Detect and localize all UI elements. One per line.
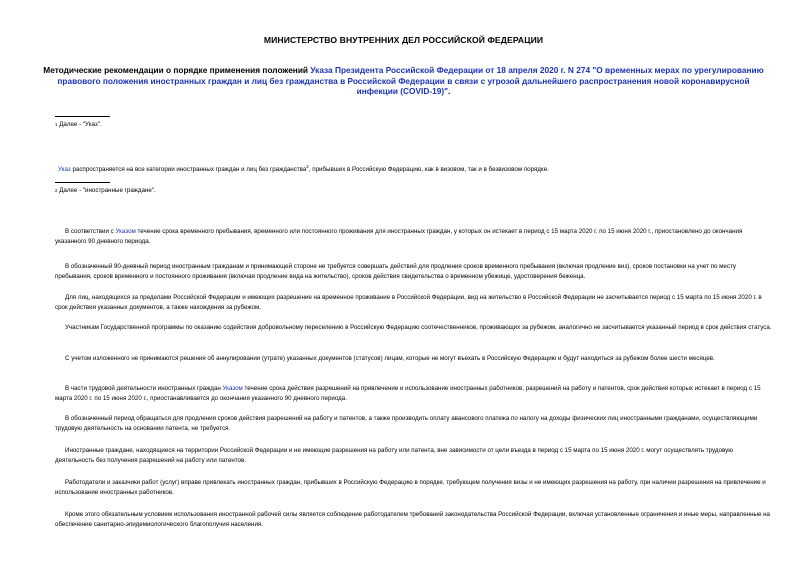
- footnote-ref-2[interactable]: 2: [306, 164, 309, 169]
- decree-link[interactable]: Указ: [58, 166, 71, 174]
- intro-text-end: , прибывших в Российскую Федерацию, как в визовом, так и в безвизовом порядке.: [308, 166, 549, 174]
- intro-text: распространяется на все категории иностранных граждан и лиц без гражданства: [70, 166, 307, 174]
- paragraph-5: С учетом изложенного не принимаются решения об аннулировании (утрате) указанных документов (статусов) лицам, которые не могут въехать в Российскую Федерацию и будут находиться за рубежом более шести месяцев.: [65, 355, 715, 362]
- title-suffix: .: [448, 86, 451, 96]
- paragraph-text: течение срока временного пребывания, временного или постоянного проживания для иностранных граждан, у которых он истекает в период с 15 марта 2020 г. по 15 июня 2020 г., приостановлено до окончания указанного 90 дневного периода.: [55, 228, 743, 246]
- paragraph-2: В обозначенный 90-дневный период иностранным гражданам и принимающей стороне не требуется совершать действий для продления сроков временного пребывания (включая продление виз), сроков постановки на учет по месту пребывания, сроков временного и постоянного проживания (включая продление вида на жительство), сроков действия свидетельства о временном убежище, удостоверения беженца.: [55, 263, 736, 281]
- intro-paragraph: [58, 162, 776, 175]
- ministry-heading: МИНИСТЕРСТВО ВНУТРЕННИХ ДЕЛ РОССИЙСКОЙ ФЕДЕРАЦИИ: [263, 35, 544, 45]
- paragraph-text: В соответствии с: [65, 228, 116, 235]
- footnote-1: [55, 121, 102, 129]
- footnote-2-mark: 2: [55, 188, 58, 193]
- paragraph-10: Кроме этого обязательным условием использования иностранной рабочей силы является соблюдение работодателем требований законодательства Российской Федерации, включая установленные ограничения и иные меры, направленные на обеспечение санитарно-эпидемиологического благополучия населения.: [55, 511, 770, 529]
- footnote-separator: [55, 116, 110, 117]
- decree-link[interactable]: Указа Президента Российской Федерации от 18 апреля 2020 г. N 274 "О временных мерах по урегулированию правового положения иностранных граждан и лиц без гражданства в Российской Федерации в связи с угрозой дальнейшего распространения новой коронавирусной инфекции (COVID-19)": [57, 65, 764, 96]
- paragraph-3: Для лиц, находящихся за пределами Российской Федерации и имеющих разрешение на временное проживание в Российской Федерации, вид на жительство в Российской Федерации не засчитывается период с 15 марта по 15 июня 2020 г. в срок действия указанных документов, а также нахождения за рубежом.: [55, 294, 762, 312]
- decree-link[interactable]: Указом: [222, 385, 243, 392]
- paragraph-9: Работодатели и заказчики работ (услуг) вправе привлекать иностранных граждан, прибывших в Российскую Федерацию в порядке, требующем получения визы и не имеющих разрешения на работу, при наличии разрешения на привлечение и использование иностранных работников.: [55, 479, 766, 497]
- footnote-2-text: Далее - "иностранные граждане".: [57, 187, 156, 194]
- document-title: [40, 65, 767, 97]
- title-prefix: Методические рекомендации о порядке применения положений: [43, 65, 311, 75]
- footnote-1-mark: 1: [55, 122, 58, 127]
- footnote-2: [55, 187, 156, 195]
- paragraph-1: [55, 227, 773, 248]
- paragraph-6: [55, 384, 773, 405]
- footnote-separator: [55, 182, 110, 183]
- decree-link[interactable]: Указом: [115, 228, 136, 235]
- footnote-1-text: Далее - "Указ".: [57, 121, 102, 128]
- paragraph-8: Иностранные граждане, находящиеся на территории Российской Федерации и не имеющие разрешения на работу или патента, вне зависимости от цели въезда в период с 15 марта по 15 июня 2020 г. могут осуществлять трудовую деятельность без получения разрешений на работу или патентов.: [55, 447, 733, 465]
- paragraph-4: Участникам Государственной программы по оказанию содействия добровольному переселению в Российскую Федерацию соотечественников, проживающих за рубежом, аналогично не засчитывается указанный период в срок действия статуса.: [65, 324, 772, 331]
- paragraph-text: течение срока действия разрешений на привлечение и использование иностранных работников, разрешений на работу и патентов, срок действия которых истекает в период с 15 марта 2020 г. по 15 июня 2020 г., приостанавливается до окончания указанного 90 дневного периода.: [55, 385, 761, 403]
- paragraph-text: В части трудовой деятельности иностранных граждан: [65, 385, 223, 392]
- paragraph-7: В обозначенный период обращаться для продления сроков действия разрешений на работу и патентов, а также производить оплату авансового платежа по налогу на доходы физических лиц иностранными гражданами, осуществляющими трудовую деятельность на основании патента, не требуется.: [55, 415, 758, 433]
